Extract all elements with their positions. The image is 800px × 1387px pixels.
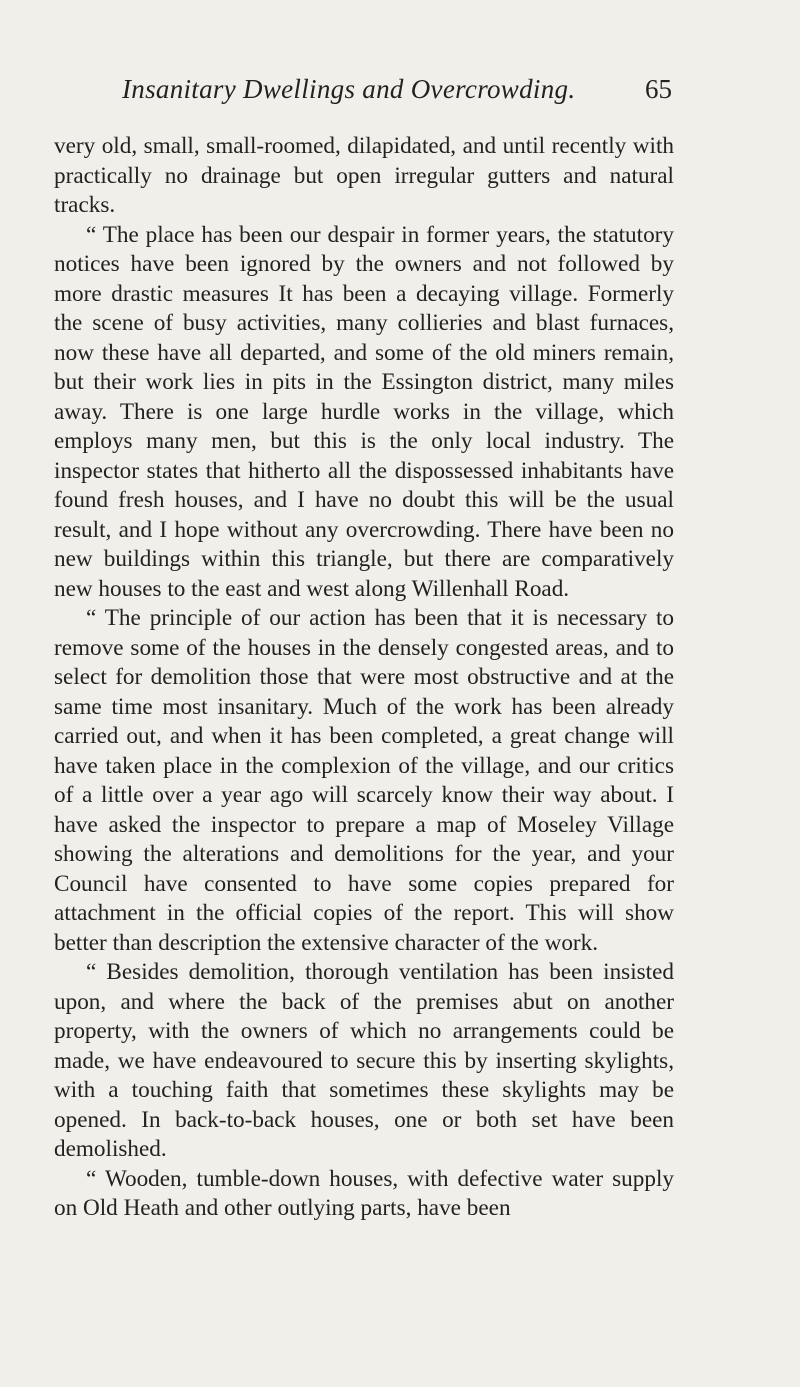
page-number: 65: [645, 74, 672, 104]
paragraph-2: “ The place has been our despair in former years, the statutory notices have been ignored by the owners and not followed by more drastic measures It has been a decaying village. Formerly the scene of busy activities, many collieries and blast furnaces, now these have all departed, and some of the old miners remain, but their work lies in pits in the Essington district, many miles away. There is one large hurdle works in the village, which employs many men, but this is the only local industry. The inspector states that hitherto all the dispossessed inhabitants have found fresh houses, and I have no doubt this will be the usual result, and I hope without any overcrowding. There have been no new buildings within this triangle, but there are comparatively new houses to the east and west along Willenhall Road.: [54, 221, 674, 602]
running-head: [122, 74, 672, 114]
paragraph-4: “ Besides demolition, thorough ventilation has been insisted upon, and where the back of the premises abut on another property, with the owners of which no arrangements could be made, we have endeavoured to secure this by inserting skylights, with a touching faith that sometimes these skylights may be opened. In back-to-back houses, one or both set have been demolished.: [54, 959, 674, 1162]
running-title: Insanitary Dwellings and Overcrowding.: [122, 74, 576, 104]
paragraph-5: “ Wooden, tumble-down houses, with defective water supply on Old Heath and other outlying parts, have been: [54, 1165, 674, 1221]
paragraph-1: very old, small, small-roomed, dilapidated, and until recently with practically no drainage but open irregular gutters and natural tracks.: [54, 133, 674, 218]
paragraph-3: “ The principle of our action has been that it is necessary to remove some of the houses in the densely congested areas, and to select for demolition those that were most obstructive and at the same time most insanitary. Much of the work has been already carried out, and when it has been completed, a great change will have taken place in the complexion of the village, and our critics of a little over a year ago will scarcely know their way about. I have asked the inspector to prepare a map of Moseley Village showing the alterations and demolitions for the year, and your Council have consented to have some copies prepared for attachment in the official copies of the report. This will show better than description the extensive character of the work.: [54, 605, 674, 956]
body-text: [54, 132, 674, 1224]
